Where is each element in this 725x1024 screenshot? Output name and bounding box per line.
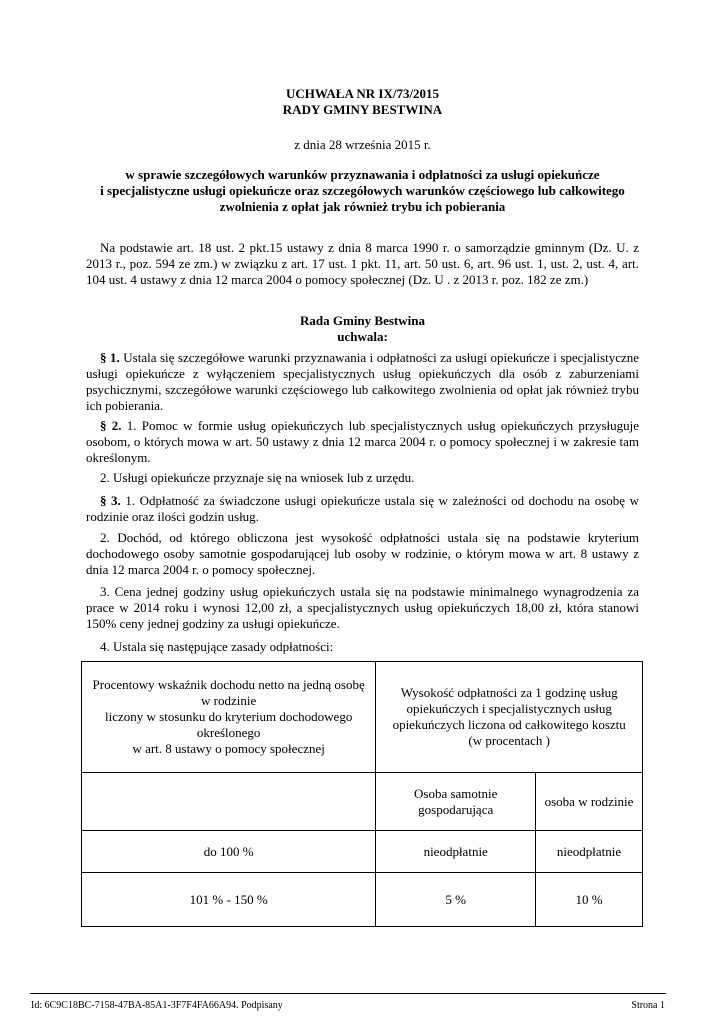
section-2 xyxy=(86,418,639,466)
section-2-point-2: 2. Usługi opiekuńcze przyznaje się na wniosek lub z urzędu. xyxy=(100,470,415,485)
row-family-fee: 10 % xyxy=(536,873,643,927)
page-number: Strona 1 xyxy=(631,1000,665,1011)
header-right-line-1: Wysokość odpłatności za 1 godzinę usług xyxy=(400,685,618,700)
subheader-empty-cell xyxy=(82,773,376,831)
section-3-point-4: 4. Ustala się następujące zasady odpłatności: xyxy=(100,639,334,654)
council-line-1: Rada Gminy Bestwina xyxy=(300,313,425,328)
subheader-single-line-1: Osoba samotnie xyxy=(414,785,498,801)
table-subheader-row xyxy=(82,773,643,831)
row-family-fee: nieodpłatnie xyxy=(536,831,643,873)
subject-line-3: zwolnienia z opłat jak również trybu ich pobierania xyxy=(219,199,506,214)
header-right-line-2: opiekuńczych i specjalistycznych usług xyxy=(406,701,612,716)
section-2-mark: § 2. xyxy=(100,418,122,433)
section-2-text: 1. Pomoc w formie usług opiekuńczych lub specjalistycznych usług opiekuńczych przysługuje osobom, o których mowa w art. 50 ustawy z dnia 12 marca 2004 r. o pomocy społecznej i w zakresie tam określonym. xyxy=(86,418,639,465)
rates-table xyxy=(81,661,643,927)
document-date: z dnia 28 września 2015 r. xyxy=(294,137,431,152)
document-subject xyxy=(70,167,655,215)
subheader-single-person xyxy=(376,773,536,831)
title-line-2: RADY GMINY BESTWINA xyxy=(282,102,443,117)
table-row xyxy=(82,831,643,873)
section-3-text: 1. Odpłatność za świadczone usługi opiekuńcze ustala się w zależności od dochodu na osobę w rodzinie oraz ilości godzin usług. xyxy=(86,493,639,524)
row-range: 101 % - 150 % xyxy=(82,873,376,927)
section-1-text: Ustala się szczegółowe warunki przyznawania i odpłatności za usługi opiekuńcze i specjalistyczne usługi opiekuńcze z wyłączeniem specjalistycznych usług opiekuńczych dla osób z zaburzeniami psychicznymi, szczegółowe warunki częściowego lub całkowitego zwolnienia od opłat jak również trybu ich pobierania. xyxy=(86,350,640,413)
council-heading xyxy=(0,313,725,345)
header-left-line-1: Procentowy wskaźnik dochodu netto na jedną osobę xyxy=(92,677,365,692)
subject-line-2: i specjalistyczne usługi opiekuńcze oraz szczegółowych warunków częściowego lub całkowitego xyxy=(100,183,625,198)
header-right-line-3: opiekuńczych liczona od całkowitego kosztu xyxy=(392,717,626,732)
row-single-fee: 5 % xyxy=(376,873,536,927)
footer-divider xyxy=(30,993,666,994)
document-title xyxy=(0,86,725,118)
preamble: Na podstawie art. 18 ust. 2 pkt.15 ustawy z dnia 8 marca 1990 r. o samorządzie gminnym (Dz. U. z 2013 r., poz. 594 ze zm.) w związku z art. 17 ust. 1 pkt. 11, art. 50 ust. 6, art. 96 ust. 1, ust. 2, ust. 4, art. 104 ust. 4 ustawy z dnia 12 marca 2004 o pomocy społecznej (Dz. U . z 2013 r. poz. 182 ze zm.) xyxy=(86,240,639,287)
council-line-2: uchwala: xyxy=(337,329,388,344)
document-id: Id: 6C9C18BC-7158-47BA-85A1-3F7F4FA66A94. Podpisany xyxy=(31,1000,283,1011)
section-3 xyxy=(86,493,639,525)
section-3-point-3: 3. Cena jednej godziny usług opiekuńczych ustala się na podstawie minimalnego wynagrodzenia za prace w 2014 roku i wynosi 12,00 zł, a specjalistycznych usług opiekuńczych 18,00 zł, która stanowi 150% ceny jednej godziny za usługi opiekuńcze. xyxy=(86,584,639,631)
header-left-line-2: w rodzinie xyxy=(201,693,257,708)
header-left-line-5: w art. 8 ustawy o pomocy społecznej xyxy=(132,741,325,756)
subheader-single-line-2: gospodarująca xyxy=(418,801,494,817)
header-fee-amount xyxy=(376,662,643,773)
header-left-line-4: określonego xyxy=(196,725,261,740)
section-3-point-2: 2. Dochód, od którego obliczona jest wysokość odpłatności ustala się na podstawie kryterium dochodowego osoby samotnie gospodarującej lub osoby w rodzinie, o którym mowa w art. 8 ustawy z dnia 12 marca 2004 r. o pomocy społecznej. xyxy=(86,530,639,577)
section-1 xyxy=(86,350,639,414)
header-left-line-3: liczony w stosunku do kryterium dochodowego xyxy=(105,709,353,724)
row-single-fee: nieodpłatnie xyxy=(376,831,536,873)
section-1-mark: § 1. xyxy=(100,350,120,365)
subheader-family-person: osoba w rodzinie xyxy=(536,773,643,831)
subject-line-1: w sprawie szczegółowych warunków przyznawania i odpłatności za usługi opiekuńcze xyxy=(125,167,600,182)
table-header-row xyxy=(82,662,643,773)
header-right-line-4: (w procentach ) xyxy=(468,733,550,748)
row-range: do 100 % xyxy=(82,831,376,873)
header-income-percentage xyxy=(82,662,376,773)
section-3-mark: § 3. xyxy=(100,493,121,508)
title-line-1: UCHWAŁA NR IX/73/2015 xyxy=(285,86,440,101)
table-row xyxy=(82,873,643,927)
